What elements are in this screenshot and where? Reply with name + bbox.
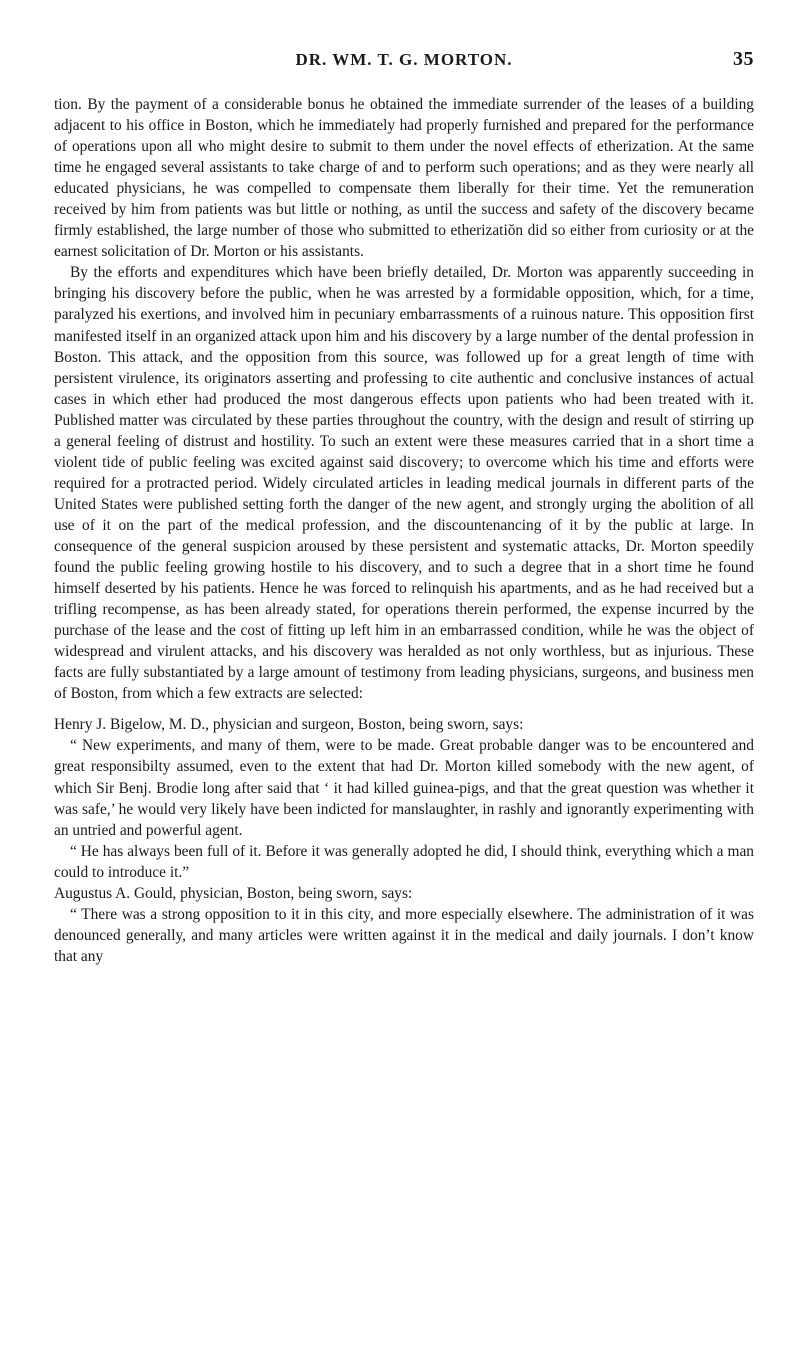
testimony-gould-quote: “ There was a strong opposition to it in this city, and more especially elsewhere. The administration of it was denounced generally, and many articles were written against it in the medical and daily journals. I don’t know that any (54, 905, 754, 965)
paragraph-continuation: tion. By the payment of a considerable bonus he obtained the immediate surrender of the leases of a building adjacent to his office in Boston, which he immediately had properly furnished and prepared for the performance of operations upon all who might desire to submit to them under the novel effects of etherization. At the same time he engaged several assistants to take charge of and to perform such operations; and as they were nearly all educated physicians, he was compelled to compensate them liberally for their time. Yet the remuneration received by him from patients was but little or nothing, as until the success and safety of the discovery became firmly established, the large number of those who submitted to etherizatiŏn did so either from curiosity or at the earnest solicitation of Dr. Morton or his assistants. (54, 96, 754, 261)
testimony-gould-heading: Augustus A. Gould, physician, Boston, being sworn, says: (54, 884, 413, 902)
paragraph-opposition: By the efforts and expenditures which have been briefly detailed, Dr. Morton was apparently succeeding in bringing his discovery before the public, when he was arrested by a formidable opposition, which, for a time, paralyzed his exertions, and involved him in pecuniary embarrassments of a ruinous nature. This opposition first manifested itself in an organized attack upon him and his discovery by a large number of the dental profession in Boston. This attack, and the opposition from this source, was followed up for a great length of time with persistent virulence, its originators asserting and professing to cite authentic and conclusive instances of actual cases in which ether had produced the most dangerous effects upon patients who had been treated with it. Published matter was circulated by these parties throughout the country, with the design and result of stirring up a general feeling of distrust and hostility. To such an extent were these measures carried that in a short time a violent tide of public feeling was excited against said discovery; to overcome which his time and efforts were required for a protracted period. Widely circulated articles in leading medical journals in different parts of the United States were published setting forth the danger of the new agent, and strongly urging the abolition of all use of it on the part of the medical profession, and the discountenancing of it by the public at large. In consequence of the general suspicion aroused by these persistent and systematic attacks, Dr. Morton speedily found the public feeling growing hostile to his discovery, and to such a degree that in a short time he found himself deserted by his patients. Hence he was forced to relinquish his apartments, and as he had received but a trifling recompense, as has been already stated, for operations therein performed, the expense incurred by the purchase of the lease and the cost of fitting up left him in an embarrassed condition, while he was the object of widespread and virulent attacks, and his discovery was heralded as not only worthless, but as injurious. These facts are fully substantiated by a large amount of testimony from leading physicians, surgeons, and business men of Boston, from which a few extracts are selected: (54, 264, 754, 703)
body-text (54, 94, 754, 967)
testimony-bigelow-quote-1: “ New experiments, and many of them, were to be made. Great probable danger was to be encountered and great responsibilty assumed, even to the extent that had Dr. Morton killed somebody with the new agent, of which Sir Benj. Brodie long after said that ‘ it had killed guinea-pigs, and that the great question was whether it was safe,’ he would very likely have been indicted for manslaughter, in rashly and ignorantly experimenting with an untried and powerful agent. (54, 737, 754, 839)
running-head (54, 28, 754, 68)
testimony-bigelow-quote-2: “ He has always been full of it. Before it was generally adopted he did, I should think, everything which a man could to introduce it.” (54, 842, 754, 881)
running-title: DR. WM. T. G. MORTON. (295, 50, 513, 69)
page-number: 35 (733, 48, 754, 70)
testimony-bigelow-heading: Henry J. Bigelow, M. D., physician and surgeon, Boston, being sworn, says: (54, 716, 524, 734)
